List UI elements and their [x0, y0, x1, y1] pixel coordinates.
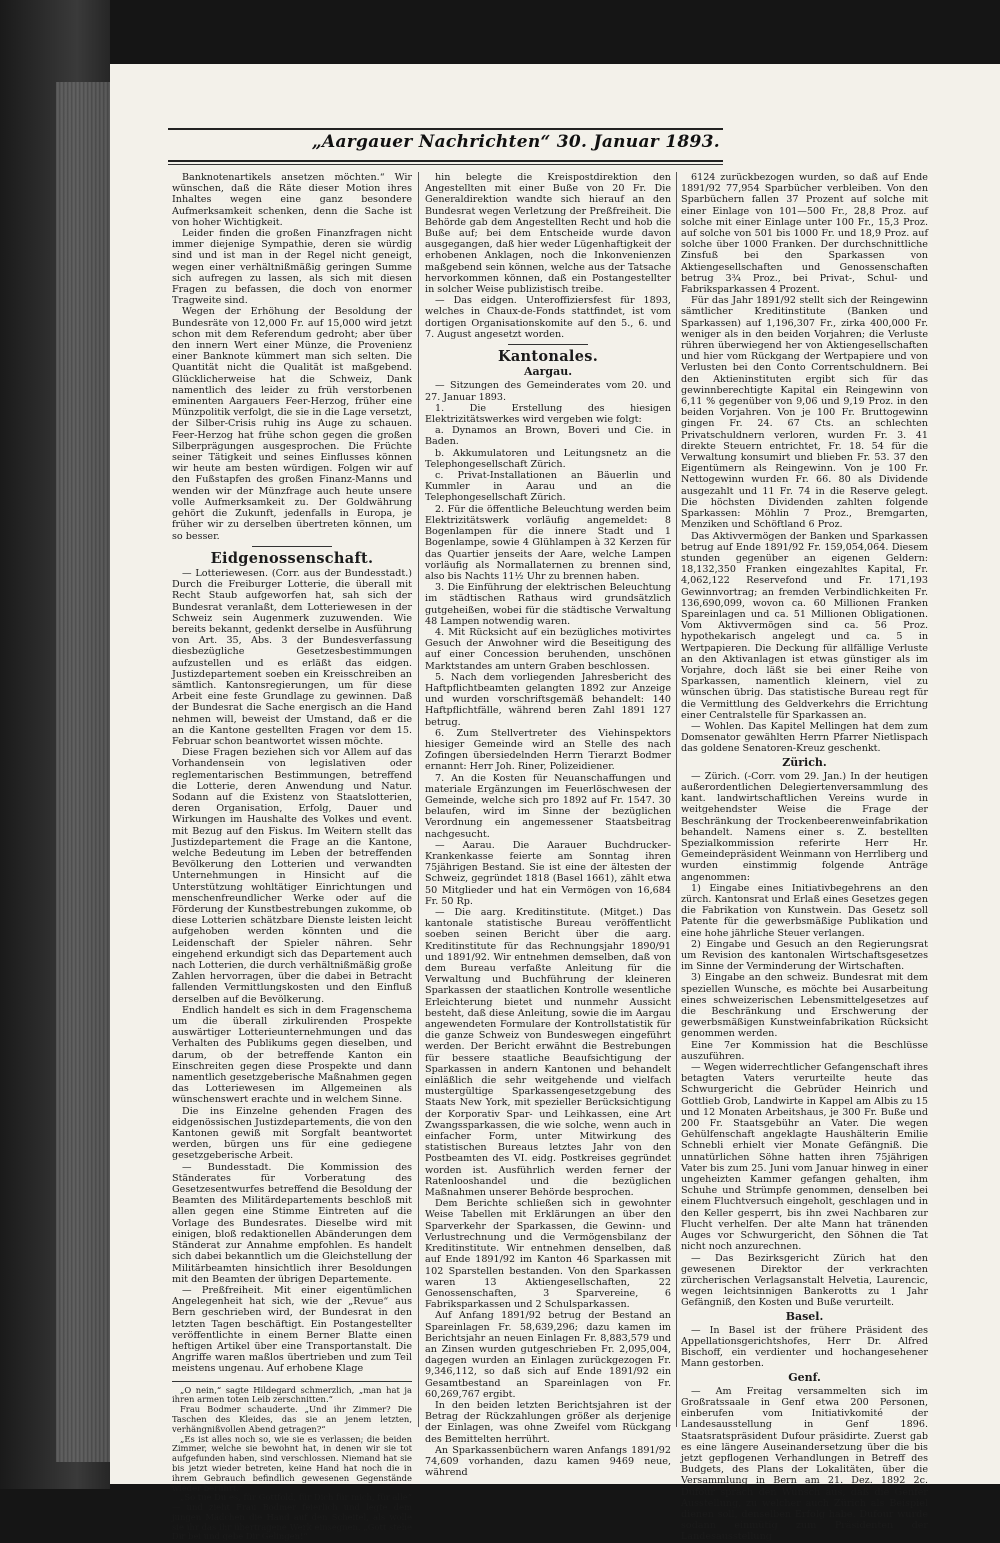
- header-rule-bottom-thin: [168, 164, 723, 165]
- paragraph: 3. Die Einführung der elektrischen Beleuchtung im städtischen Rathaus wird grundsätzlich gutgeheißen, wobei für die städtische Verwaltung 48 Lampen notwendig waren.: [425, 582, 671, 627]
- paragraph: — Die aarg. Kreditinstitute. (Mitget.) Das kantonale statistische Bureau veröffentlicht soeben seinen Bericht über die aarg. Kreditinstitute für das Rechnungsjahr 1890/91 und 1891/92. Wir entnehmen demselben, daß von dem Bureau verfaßte Anleitung für die Verwaltung und Buchführung der kleineren Sparkassen der staatlichen Kontrolle wesentliche Erleichterung bietet und nunmehr Aussicht besteht, daß diese Anleitung, sowie die im Aargau angewendeten Formulare der Kontrollstatistik für die ganze Schweiz von Bundeswegen eingeführt werden. Der Bericht erwähnt die Bestrebungen für bessere staatliche Beaufsichtigung der Sparkassen in andern Kantonen und behandelt einläßlich die sehr weitgehende und vielfach mustergültige Sparkassengesetzgebung des Staats New York, mit spezieller Berücksichtigung der Korporativ Spar- und Leihkassen, eine Art Zwangssparkassen, die wie solche, wenn auch in einfacher Form, unter Mitwirkung des statistischen Bureaus letztes Jahr von den Postbeamten des VI. eidg. Postkreises gegründet worden ist. Ausführlich werden ferner der Ratenlooshandel und die bezüglichen Maßnahmen unserer Behörde besprochen.: [425, 907, 671, 1199]
- column-divider-1: [418, 172, 419, 1427]
- paragraph: — Das eidgen. Unteroffiziersfest für 1893, welches in Chaux-de-Fonds stattfindet, ist vom dortigen Organisationskomite auf den 5., 6. und 7. August angesetzt worden.: [425, 295, 671, 340]
- paragraph: — Bundesstadt. Die Kommission des Ständerates für Vorberatung des Gesetzesentwurfes betreffend die Besoldung der Beamten des Militärdepartements beschloß mit allen gegen eine Stimme Eintreten auf die Vorlage des Bundesrates. Dieselbe wird mit einigen, bloß redaktionellen Abänderungen dem Ständerat zur Annahme empfohlen. Es handelt sich dabei bekanntlich um die Gleichstellung der Militärbeamten hinsichtlich ihrer Besoldungen mit den Beamten der übrigen Departemente.: [172, 1161, 412, 1285]
- paragraph: — Preßfreiheit. Mit einer eigentümlichen Angelegenheit hat sich, wie der „Revue“ aus Bern geschrieben wird, der Bundesrat in den letzten Tagen beschäftigt. Ein Postangestellter veröffentlichte in einem Berner Blatte einen heftigen Artikel über eine Transportanstalt. Die Angriffe waren maßlos übertrieben und zum Teil meistens ungenau. Auf erhobene Klage: [172, 1284, 412, 1375]
- paragraph: Das Aktivvermögen der Banken und Sparkassen betrug auf Ende 1891/92 Fr. 159,054,064. Diesem stunden gegenüber an eigenen Geldern: 18,132,350 Franken eingezahltes Kapital, Fr. 4,062,122 Reservefond und Fr. 171,193 Gewinnvortrag; an fremden Verbindlichkeiten Fr. 136,690,099, wovon ca. 60 Millionen Franken Spareinlagen und ca. 51 Millionen Obligationen. Vom Aktivvermögen sind ca. 56 Proz. hypothekarisch angelegt und ca. 5 in Wertpapieren. Die Deckung für allfällige Verluste an den Aktivanlagen ist etwas günstiger als im Vorjahre, doch läßt sie bei einer Reihe von Sparkassen, namentlich kleinern, viel zu wünschen übrig. Das statistische Bureau regt für die Vermittlung des Geldverkehrs die Errichtung einer Centralstelle für Sparkassen an.: [681, 530, 928, 721]
- paragraph: 1. Die Erstellung des hiesigen Elektrizitätswerkes wird vergeben wie folgt:: [425, 402, 671, 426]
- paragraph: 7. An die Kosten für Neuanschaffungen und materiale Ergänzungen im Feuerlöschwesen der Gemeinde, welche sich pro 1892 auf Fr. 1547. 30 belaufen, wird im Sinne der bezüglichen Verordnung ein angemessener Staatsbeitrag nachgesucht.: [425, 772, 671, 840]
- column-divider-2: [676, 172, 677, 1427]
- paragraph: Banknotenartikels ansetzen möchten.“ Wir wünschen, daß die Räte dieser Motion ihres Inhaltes wegen eine ganz besondere Aufmerksamkeit schenken, denn die Sache ist von hoher Wichtigkeit.: [172, 172, 412, 228]
- section-heading-eidgenossenschaft: Eidgenossenschaft.: [210, 549, 374, 567]
- paragraph: — Das Bezirksgericht Zürich hat den gewesenen Direktor der verkrachten zürcherischen Verlagsanstalt Helvetia, Laurencic, wegen leichtsinnigen Bankerotts zu 1 Jahr Gefängniß, den Kosten und Buße verurteilt.: [681, 1252, 928, 1309]
- subheading-aargau: Aargau.: [523, 365, 573, 379]
- section-rule: [508, 344, 588, 345]
- paragraph: 5. Nach dem vorliegenden Jahresbericht des Haftpflichtbeamten gelangten 1892 zur Anzeige und wurden vorschriftsgemäß behandelt: 140 Haftpflichtfälle, während beren Zahl 1891 127 betrug.: [425, 671, 671, 728]
- section-rule: [252, 546, 332, 547]
- paragraph: In den beiden letzten Berichtsjahren ist der Betrag der Rückzahlungen größer als derjenige der Einlagen, was ohne Zweifel vom Rückgang des Bemittelten herrührt.: [425, 1399, 671, 1445]
- paragraph: 1) Eingabe eines Initiativbegehrens an den zürch. Kantonsrat und Erlaß eines Gesetzes gegen die Fabrikation von Kunstwein. Das Gesetz soll Patente für die gewerbsmäßige Publikation und eine hohe jährliche Steuer verlangen.: [681, 882, 928, 939]
- paragraph: 2) Eingabe und Gesuch an den Regierungsrat um Revision des kantonalen Wirtschaftsgesetzes im Sinne der Verminderung der Wirtschaften.: [681, 938, 928, 973]
- paragraph: Leider finden die großen Finanzfragen nicht immer diejenige Sympathie, deren sie würdig sind und ist man in der Regel nicht geneigt, wegen einer verhältnißmäßig geringen Summe sich aufregen zu lassen, als sich mit diesen Fragen zu befassen, die doch von enormer Tragweite sind.: [172, 228, 412, 307]
- paragraph: a. Dynamos an Brown, Boveri und Cie. in Baden.: [425, 425, 671, 448]
- paragraph: Die ins Einzelne gehenden Fragen des eidgenössischen Justizdepartements, die von den Kantonen gewiß mit Sorgfalt beantwortet werden, bürgen uns für eine gediegene gesetzgeberische Arbeit.: [172, 1105, 412, 1162]
- paragraph: 4. Mit Rücksicht auf ein bezügliches motivirtes Gesuch der Anwohner wird die Beseitigung des auf einer Concession beruhenden, unschönen Marktstandes am untern Graben beschlossen.: [425, 626, 671, 672]
- paragraph: — Aarau. Die Aarauer Buchdrucker-Krankenkasse feierte am Sonntag ihren 75jährigen Bestand. Sie ist eine der ältesten der Schweiz, gegründet 1818 (Basel 1661), zählt etwa 50 Mitglieder und hat ein Vermögen von 16,684 Fr. 50 Rp.: [425, 839, 671, 907]
- book-binding: [0, 0, 110, 1489]
- paragraph: — Wegen widerrechtlicher Gefangenschaft ihres betagten Vaters verurteilte heute das Schwurgericht die Gebrüder Heinrich und Gottlieb Grob, Landwirte in Kappel am Albis zu 15 und 12 Monaten Arbeitshaus, je 300 Fr. Buße und 200 Fr. Staatsgebühr an Vater. Die wegen Gehülfenschaft angeklagte Haushälterin Emilie Schnebli erhielt vier Monate Gefängniß. Die unnatürlichen Söhne hatten ihren 75jährigen Vater bis zum 25. Juni vom Januar hinweg in einer ungeheizten Kammer gefangen gehalten, ihm Schuhe und Strümpfe genommen, denselben bei einem Fluchtversuch eingeholt, geschlagen und in den Keller gesperrt, bis ihn zwei Nachbaren zur Flucht verhelfen. Der alte Mann hat tränenden Auges vor Schwurgericht, den Söhnen die Tat nicht noch anzurechnen.: [681, 1062, 928, 1253]
- paragraph: b. Akkumulatoren und Leitungsnetz an die Telephongesellschaft Zürich.: [425, 447, 671, 470]
- paragraph: 2. Für die öffentliche Beleuchtung werden beim Elektrizitätswerk vorläufig angemeldet: 8 Bogenlampen für die innere Stadt und 1 Bogenlampe, sowie 4 Glühlampen à 32 Kerzen für das Quartier jenseits der Aare, welche Lampen vorläufig als Normallaternen zu brennen sind, also bis Nachts 11½ Uhr zu brennen haben.: [425, 503, 671, 582]
- paragraph: — In Basel ist der frühere Präsident des Appellationsgerichtshofes, Herr Dr. Alfred Bischoff, ein verdienter und hochangesehener Mann gestorben.: [681, 1324, 928, 1370]
- subheading-genf: Genf.: [788, 1370, 821, 1384]
- paragraph: An Sparkassenbüchern waren Anfangs 1891/92 74,609 vorhanden, dazu kamen 9469 neue, während: [425, 1444, 671, 1479]
- feuilleton-paragraph: „So tue Du es, für Gottfold, für Dich für mich, für alle“ — und zieht Frau Bodmer feierlich und legte dem jungen Mädchen die Hand auf den Scheitel, als wolle sie ihr das ihr übertragene Werk einsegnen. „Gott stehe Dir bei und gebe Dir Gelingen!“: [172, 1492, 412, 1542]
- subheading-zurich: Zürich.: [782, 755, 827, 769]
- header-rule-top: [168, 128, 723, 130]
- header-rule-bottom: [168, 160, 723, 162]
- paragraph: c. Privat-Installationen an Bäuerlin und Kummler in Aarau und an die Telephongesellschaft Zürich.: [425, 470, 671, 504]
- subheading-basel: Basel.: [785, 1309, 824, 1323]
- paragraph: Endlich handelt es sich in dem Fragenschema um die überall zirkulirenden Prospekte auswärtiger Lotterieunternehmungen und das Verhalten des Publikums gegen dieselben, und darum, ob der betreffende Kanton ein Einschreiten gegen diese Prospekte und dann namentlich gesetzgeberische Maßnahmen gegen das Lotteriewesen im Allgemeinen als wünschenswert erachte und in welchem Sinne.: [172, 1004, 412, 1106]
- paragraph: 6124 zurückbezogen wurden, so daß auf Ende 1891/92 77,954 Sparbücher verbleiben. Von den Sparbüchern fallen 37 Prozent auf solche mit einer Einlage von 101—500 Fr., 28,8 Proz. auf solche mit einer Einlage unter 100 Fr., 15,3 Proz. auf solche von 501 bis 1000 Fr. und 18,9 Proz. auf solche über 1000 Franken. Der durchschnittliche Zinsfuß bei den Sparkassen von Aktiengesellschaften und Genossenschaften betrug 3¾ Proz., bei Privat-, Schul- und Fabriksparkassen 4 Prozent.: [681, 172, 928, 296]
- feuilleton-paragraph: Frau Bodmer schauderte. „Und ihr Zimmer? Die Taschen des Kleides, das sie an jenem letzten, verhängnißvollen Abend getragen?“: [172, 1404, 412, 1434]
- paragraph: — Zürich. (-Corr. vom 29. Jan.) In der heutigen außerordentlichen Delegiertenversammlung des kant. landwirtschaftlichen Vereins wurde in weitgehendster Weise die Frage der Beschränkung der Trockenbeerenweinfabrikation behandelt. Namens einer s. Z. bestellten Spezialkommission referirte Herr Hr. Gemeindepräsident Weinmann von Herrliberg und wurden einstimmig folgende Anträge angenommen:: [681, 770, 928, 883]
- paragraph: — Lotteriewesen. (Corr. aus der Bundesstadt.) Durch die Freiburger Lotterie, die überall mit Recht Staub aufgeworfen hat, sah sich der Bundesrat veranlaßt, dem Lotteriewesen in der Schweiz sein Augenmerk zuzuwenden. Wie bereits bekannt, gedenkt derselbe in Ausführung von Art. 35, Abs. 3 der Bundesverfassung diesbezügliche Gesetzesbestimmungen aufzustellen und es erläßt das eidgen. Justizdepartement soeben ein Kreisschreiben an sämtlich. Kantonsregierungen, um für diese Arbeit eine feste Grundlage zu gewinnen. Daß der Bundesrat die Sache energisch an die Hand nehmen will, beweist der Umstand, daß er die an die Kantone gestellten Fragen vor dem 15. Februar schon beantwortet wissen möchte.: [172, 567, 412, 747]
- paragraph: Wegen der Erhöhung der Besoldung der Bundesräte von 12,000 Fr. auf 15,000 wird jetzt schon mit dem Referendum gedroht; aber über den innern Wert einer Münze, die Provenienz einer Banknote kümmert man sich selten. Die Quantität nicht die Qualität ist maßgebend. Glücklicherweise hat die Schweiz, Dank namentlich des leider zu früh verstorbenen eminenten Aargauers Feer-Herzog, früher eine Münzpolitik verfolgt, die sie in die Lage versetzt, der Silber-Crisis ruhig ins Auge zu schauen. Feer-Herzog hat frühe schon gegen die großen Silberprägungen ausgesprochen. Die Früchte seiner Tätigkeit und seines Einflusses können wir heute am besten würdigen. Folgen wir auf den Fußstapfen des großen Finanz-Manns und wenden wir der Münzfrage auch heute unsere volle Aufmerksamkeit zu. Der Goldwährung gehört die Zukunft, jedenfalls in Europa, je früher wir zu derselben übertreten können, um so besser.: [172, 306, 412, 542]
- paragraph: Auf Anfang 1891/92 betrug der Bestand an Spareinlagen Fr. 58,639,296; dazu kamen im Berichtsjahr an neuen Einlagen Fr. 8,883,579 und an Zinsen wurden gutgeschrieben Fr. 2,095,004, dagegen wurden an Einlagen zurückgezogen Fr. 9,346,112, so daß sich auf Ende 1891/92 ein Gesamtbestand an Spareinlagen von Fr. 60,269,767 ergibt.: [425, 1310, 671, 1400]
- paragraph: hin belegte die Kreispostdirektion den Angestellten mit einer Buße von 20 Fr. Die Generaldirektion wandte sich hierauf an den Bundesrat wegen Verletzung der Preßfreiheit. Die Behörde gab dem Angestellten Recht und hob die Buße auf; bei dem Entscheide wurde davon ausgegangen, daß hier weder Lügenhaftigkeit der erhobenen Anklagen, noch die Inkonvenienzen maßgebend sein können, welche aus der Tatsache hervorkommen können, daß ein Postangestellter in solcher Weise publizistisch treibe.: [425, 172, 671, 296]
- column-2: [425, 172, 671, 1479]
- paragraph: — Sitzungen des Gemeinderates vom 20. und 27. Januar 1893.: [425, 380, 671, 403]
- paragraph: — Wohlen. Das Kapitel Mellingen hat dem zum Domsenator gewählten Herrn Pfarrer Nietlispach das goldene Senatoren-Kreuz geschenkt.: [681, 720, 928, 755]
- paragraph: — Am Freitag versammelten sich im Großratssaale in Genf etwa 200 Personen, einberufen vom Initiativkomité der Landesausstellung in Genf 1896. Staatsratspräsident Dufour präsidirte. Zuerst gab es eine längere Auseinandersetzung über die bis jetzt gepflogenen Verhandlungen in Betreff des Budgets, des Plans der Lokalitäten, über die Versammlung in Bern am 21. Dez. 1892 2c. Dufour sprach den Wunsch aus, daß die Genfer Ausstellung, zu welcher auch Zürich als Beispiel dienen soll, denselben Erfolg habe. Dufour wurde sodann einmütig zum Präsidenten der Landesausstellung: [681, 1385, 928, 1543]
- column-3: [681, 172, 928, 1543]
- section-heading-kantonales: Kantonales.: [497, 348, 599, 366]
- page-edges: [56, 82, 110, 1462]
- paragraph: 6. Zum Stellvertreter des Viehinspektors hiesiger Gemeinde wird an Stelle des nach Zofingen übersiedelnden Herrn Tierarzt Bodmer ernannt: Herr Joh. Riner, Polizeidiener.: [425, 727, 671, 773]
- paragraph: Dem Berichte schließen sich in gewohnter Weise Tabellen mit Erklärungen an über den Sparverkehr der Sparkassen, die Gewinn- und Verlustrechnung und die Vermögensbilanz der Kreditinstitute. Wir entnehmen denselben, daß auf Ende 1891/92 im Kanton 46 Sparkassen mit 102 Sparstellen bestanden. Von den Sparkassen waren 13 Aktiengesellschaften, 22 Genossenschaften, 3 Sparvereine, 6 Fabriksparkassen und 2 Schulsparkassen.: [425, 1198, 671, 1311]
- feuilleton-paragraph: „O nein,“ sagte Hildegard schmerzlich, „man hat ja ihren armen toten Leib zerschnitten.“: [172, 1384, 412, 1405]
- column-1: [172, 172, 412, 1542]
- feuilleton-paragraph: „Es ist alles noch so, wie sie es verlassen; die beiden Zimmer, welche sie bewohnt hat, in denen wir sie tot aufgefunden haben, sind verschlossen. Niemand hat sie bis jetzt wieder betreten, keine Hand hat noch die in ihrem Gebrauch befindlich gewesenen Gegenstände wieder berührt.“: [172, 1433, 412, 1493]
- page-header: [170, 132, 720, 158]
- paragraph: Diese Fragen beziehen sich vor Allem auf das Vorhandensein von legislativen oder reglementarischen Bestimmungen, betreffend die Lotterie, deren Anwendung und Natur. Sodann auf die Existenz von Staatslotterien, deren Organisation, Erfolg, Dauer und Wirkungen im Haushalte des Volkes und event. mit Bezug auf den Fiskus. Im Weitern stellt das Justizdepartement die Frage an die Kantone, welche Bedeutung im Leben der betreffenden Bevölkerung den Lotterien und verwandten Unternehmungen in Hinsicht auf die Unterstützung wohltätiger Einrichtungen und menschenfreundlicher Werke oder auf die Förderung der Kunstbestrebungen zukomme, ob diese Lotterien schätzbare Dienste leisten leicht aufgehoben werden könnten und die Leidenschaft der Spieler nähren. Sehr eingehend erkundigt sich das Departement auch nach Lotterien, die durch verhältnißmäßig große Zahlen hervorragen, über die dabei in Betracht fallenden Vermittlungskosten und den Einfluß derselben auf die Bevölkerung.: [172, 747, 412, 1005]
- page-header-title: „Aargauer Nachrichten“ 30. Januar 1893.: [311, 132, 720, 152]
- feuilleton: [172, 1381, 412, 1543]
- paragraph: Eine 7er Kommission hat die Beschlüsse auszuführen.: [681, 1039, 928, 1062]
- paragraph: Für das Jahr 1891/92 stellt sich der Reingewinn sämtlicher Kreditinstitute (Banken und Sparkassen) auf 1,196,307 Fr., zirka 400,000 Fr. weniger als in den beiden Vorjahren; die Verluste rühren überwiegend her von Aktiengesellschaften und hier vom Rückgang der Wertpapiere und von Verlusten bei den Conto Correntschuldnern. Bei den Aktieninstituten ergibt sich für das gewinnberechtigte Kapital ein Reingewinn von 6,11 % gegenüber von 9,06 und 9,19 Proz. in den beiden Vorjahren. Von je 100 Fr. Bruttogewinn gingen Fr. 24. 67 Cts. an schlechten Privatschuldnern verloren, wurden Fr. 3. 41 direkte Steuern entrichtet, Fr. 18. 54 für die Verwaltung konsumirt und blieben Fr. 53. 37 den Eigentümern als Reingewinn. Von je 100 Fr. Nettogewinn wurden Fr. 66. 80 als Dividende ausgezahlt und 11 Fr. 74 in die Reserve gelegt. Die höchsten Dividenden zahlten folgende Sparkassen: Möhlin 7 Proz., Bremgarten, Menziken und Schöftland 6 Proz.: [681, 295, 928, 531]
- paragraph: 3) Eingabe an den schweiz. Bundesrat mit dem speziellen Wunsche, es möchte bei Ausarbeitung eines schweizerischen Lebensmittelgesetzes auf die Beschränkung und Erschwerung der gewerbsmäßigen Kunstweinfabrikation Rücksicht genommen werden.: [681, 972, 928, 1040]
